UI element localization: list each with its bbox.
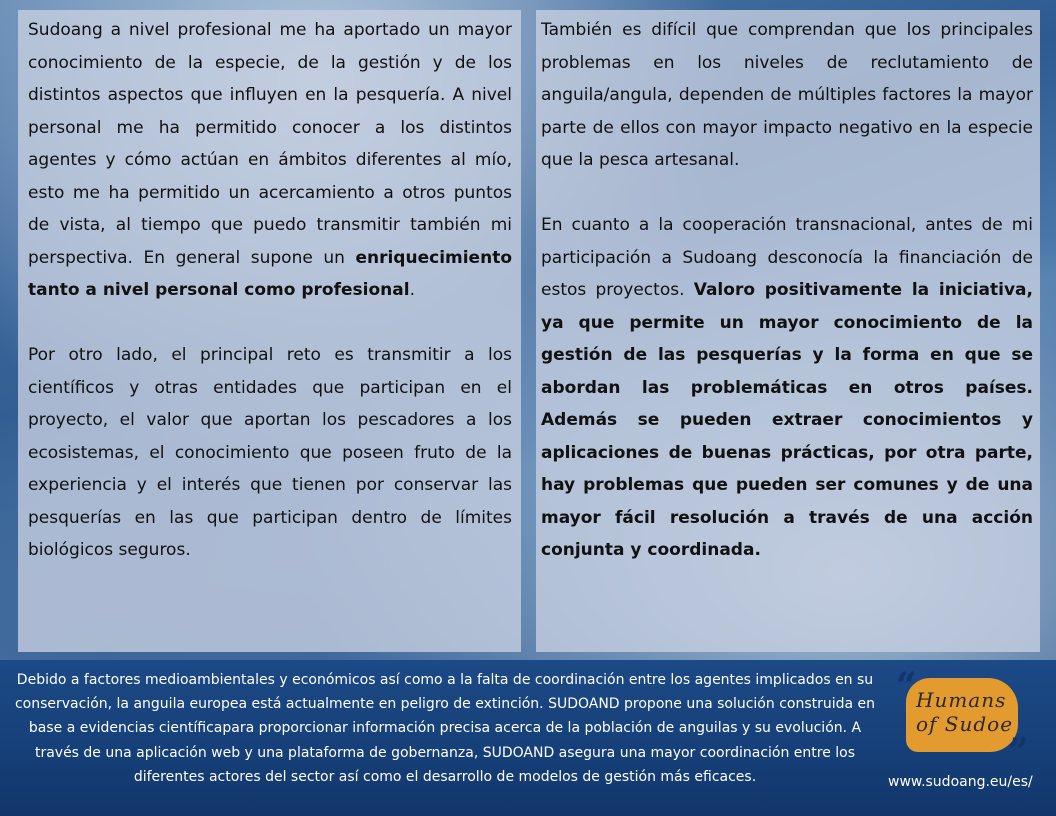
left-p1-text: Sudoang a nivel profesional me ha aportado un mayor conocimiento de la especie, de la gestión y de los distintos aspectos que influyen en la pesquería. A nivel personal me ha permitido conocer a los distintos agentes y cómo actúan en ámbitos diferentes al mío, esto me ha permitido un acercamiento a otros puntos de vista, al tiempo que puedo transmitir también mi perspectiva. En general supone un: [28, 20, 512, 268]
right-paragraph-1: También es difícil que comprendan que los principales problemas en los niveles de reclutamiento de anguila/angula, dependen de múltiples factores la mayor parte de ellos con mayor impacto negativo en la especie que la pesca artesanal.: [541, 20, 1033, 170]
website-link[interactable]: www.sudoang.eu/es/: [888, 774, 1033, 790]
right-p2-bold: Valoro positivamente la iniciativa, ya que permite un mayor conocimiento de la gestión de las pesquerías y la forma en que se abordan las problemáticas en otros países. Además se pueden extraer conocimientos y aplicaciones de buenas prácticas, por otra parte, hay problemas que pueden ser comunes y de una mayor fácil resolución a través de una acción conjunta y coordinada.: [541, 280, 1033, 560]
right-text-panel: [536, 10, 1040, 652]
left-paragraph-2: Por otro lado, el principal reto es transmitir a los científicos y otras entidades que participan en el proyecto, el valor que aportan los pescadores a los ecosistemas, el conocimiento que poseen fruto de la experiencia y el interés que tienen por conservar las pesquerías en las que participan dentro de límites biológicos seguros.: [28, 345, 512, 560]
right-paragraph-2: [541, 209, 1033, 567]
left-paragraph-1: [28, 14, 512, 307]
logo-text-line-2: of Sudoe: [916, 712, 1014, 736]
left-text-panel: [18, 10, 521, 652]
left-p1-bold: enriquecimiento tanto a nivel personal como profesional: [28, 247, 512, 300]
footer-description: Debido a factores medioambientales y económicos así como a la falta de coordinación entre los agentes implicados en su conservación, la anguila europea está actualmente en peligro de extinción. SUDOAND propone una solución construida en base a evidencias científicapara proporcionar información precisa acerca de la población de anguilas y su evolución. A través de una aplicación web y una plataforma de gobernanza, SUDOAND asegura una mayor coordinación entre los diferentes actores del sector así como el desarrollo de modelos de gestión más eficaces.: [14, 672, 876, 785]
right-p2-text: En cuanto a la cooperación transnacional, antes de mi participación a Sudoang desconocía la financiación de estos proyectos.: [541, 215, 1033, 300]
humans-of-sudoe-logo: [896, 665, 1029, 773]
close-quote-icon: ”: [1008, 731, 1029, 773]
open-quote-icon: “: [896, 665, 917, 707]
left-p1-end: .: [409, 280, 415, 300]
logo-text-line-1: Humans: [916, 688, 1007, 712]
